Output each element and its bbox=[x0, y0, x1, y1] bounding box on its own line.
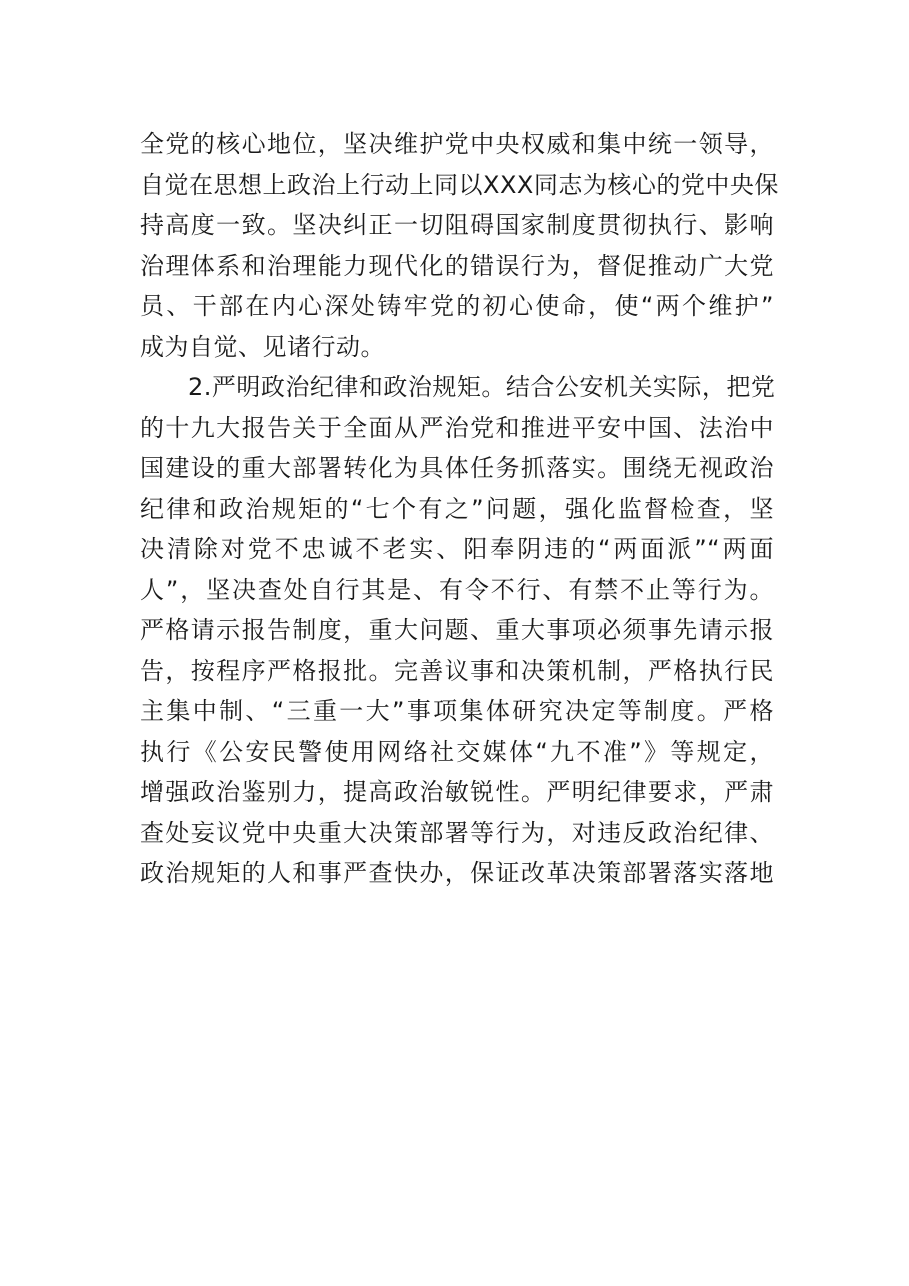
paragraph-1 bbox=[140, 124, 779, 367]
text-line: 主集中制、“三重一大”事项集体研究决定等制度。严格 bbox=[140, 697, 774, 725]
text-line: 告，按程序严格报批。完善议事和决策机制，严格执行民 bbox=[140, 656, 774, 685]
body-text bbox=[140, 124, 779, 894]
text-line: 人”，坚决查处自行其是、有令不行、有禁不止等行为。 bbox=[140, 575, 774, 604]
paragraph-2 bbox=[140, 367, 774, 894]
text-line: 持高度一致。坚决纠正一切阻碍国家制度贯彻执行、影响 bbox=[140, 211, 774, 239]
text-line: 成为自觉、见诸行动。 bbox=[140, 332, 385, 361]
text-line: 决清除对党不忠诚不老实、阳奉阴违的“两面派”“两面 bbox=[140, 535, 774, 563]
text-line: 查处妄议党中央重大决策部署等行为，对违反政治纪律、 bbox=[140, 818, 774, 847]
text-line: 增强政治鉴别力，提高政治敏锐性。严明纪律要求，严肃 bbox=[140, 778, 774, 806]
text-line: 政治规矩的人和事严查快办，保证改革决策部署落实落地 bbox=[140, 859, 774, 887]
text-line: 国建设的重大部署转化为具体任务抓落实。围绕无视政治 bbox=[140, 454, 774, 482]
text-line: 纪律和政治规矩的“七个有之”问题，强化监督检查，坚 bbox=[140, 494, 774, 523]
text-line: 的十九大报告关于全面从严治党和推进平安中国、法治中 bbox=[140, 413, 774, 442]
text-line: 员、干部在内心深处铸牢党的初心使命，使“两个维护” bbox=[140, 292, 774, 320]
text-line: 全党的核心地位，坚决维护党中央权威和集中统一领导， bbox=[140, 130, 774, 158]
text-line: 自觉在思想上政治上行动上同以XXX同志为核心的党中央保 bbox=[140, 170, 779, 199]
text-line: 严格请示报告制度，重大问题、重大事项必须事先请示报 bbox=[140, 616, 774, 644]
text-line: 2.严明政治纪律和政治规矩。结合公安机关实际，把党 bbox=[188, 373, 776, 401]
text-line: 执行《公安民警使用网络社交媒体“九不准”》等规定， bbox=[140, 737, 774, 766]
text-line: 治理体系和治理能力现代化的错误行为，督促推动广大党 bbox=[140, 251, 774, 280]
